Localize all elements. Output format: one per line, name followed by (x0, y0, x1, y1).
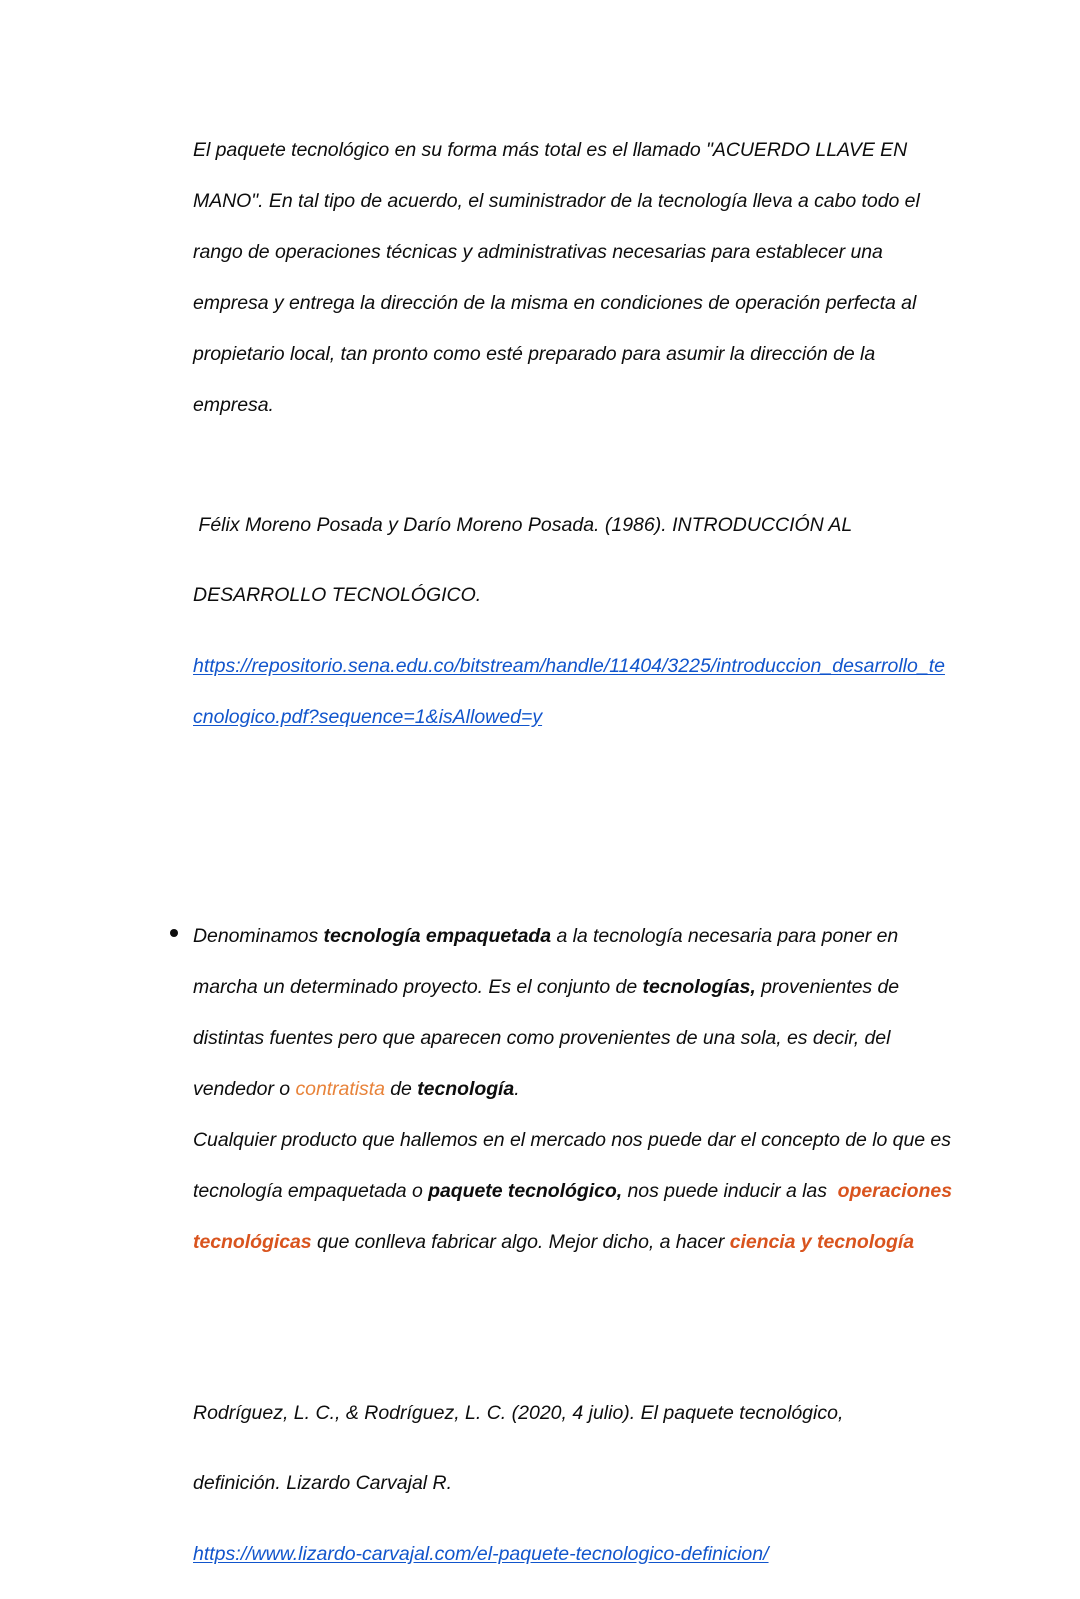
citation-two (193, 1388, 953, 1580)
second-seg-3: nos puede inducir a las (622, 1180, 838, 1202)
spacer-3 (193, 1268, 953, 1368)
second-seg-5: que conlleva fabricar algo. Mejor dicho, a hacer (311, 1231, 730, 1253)
spacer-2b (193, 862, 953, 911)
citation-one (193, 500, 953, 743)
quote-paragraph: El paquete tecnológico en su forma más total es el llamado "ACUERDO LLAVE EN MANO". En tal tipo de acuerdo, el suministrador de la tecnología lleva a cabo todo el rango de operaciones técnicas y administrativas necesarias para establecer una empresa y entrega la dirección de la misma en condiciones de operación perfecta al propietario local, tan pronto como esté preparado para asumir la dirección de la empresa. (193, 139, 920, 416)
bullet-seg-4-bold: tecnologías, (642, 976, 756, 998)
bullet-paragraph (193, 911, 953, 1115)
spacer-2 (193, 762, 953, 862)
bullet-seg-6-highlight: contratista (295, 1078, 385, 1100)
second-seg-6-highlight: ciencia y tecnología (729, 1231, 915, 1253)
bullet-seg-8-bold: tecnología (417, 1078, 515, 1100)
list-item (193, 911, 958, 1268)
second-paragraph (193, 1115, 958, 1268)
second-seg-1: Cualquier producto que hallemos en el mercado nos puede dar el concepto de lo que es tecnología empaquetada o (193, 1129, 957, 1202)
citation-two-line-2: definición. Lizardo Carvajal R. (193, 1472, 453, 1494)
bullet-seg-7: de (384, 1078, 418, 1100)
citation-one-link[interactable]: https://repositorio.sena.edu.co/bitstream/handle/11404/3225/introduccion_desarrollo_tecnologico.pdf?sequence=1&isAllowed=y (193, 654, 945, 728)
citation-one-line-2: DESARROLLO TECNOLÓGICO. (193, 584, 482, 606)
bullet-seg-1: Denominamos (193, 925, 324, 947)
bullet-seg-3: a la tecnología necesaria para poner en marcha un determinado proyecto. Es el conjunto de (193, 925, 899, 998)
citation-two-link[interactable]: https://www.lizardo-carvajal.com/el-paquete-tecnologico-definicion/ (193, 1542, 769, 1565)
second-seg-4-highlight: operaciones tecnológicas (193, 1180, 958, 1253)
definition-list (193, 911, 958, 1268)
document-content (193, 125, 958, 1599)
second-seg-2-bold: paquete tecnológico, (428, 1180, 623, 1202)
bullet-icon (170, 929, 178, 937)
bullet-seg-2-bold: tecnología empaquetada (323, 925, 552, 947)
citation-two-line-1: Rodríguez, L. C., & Rodríguez, L. C. (2020, 4 julio). El paquete tecnológico, (193, 1401, 844, 1424)
bullet-seg-9: . (514, 1078, 520, 1100)
citation-one-line-1: Félix Moreno Posada y Darío Moreno Posada. (1986). INTRODUCCIÓN AL (193, 513, 853, 536)
bullet-seg-5: provenientes de distintas fuentes pero que aparecen como provenientes de una sola, es decir, del vendedor o (193, 976, 900, 1100)
spacer-1 (193, 431, 953, 480)
